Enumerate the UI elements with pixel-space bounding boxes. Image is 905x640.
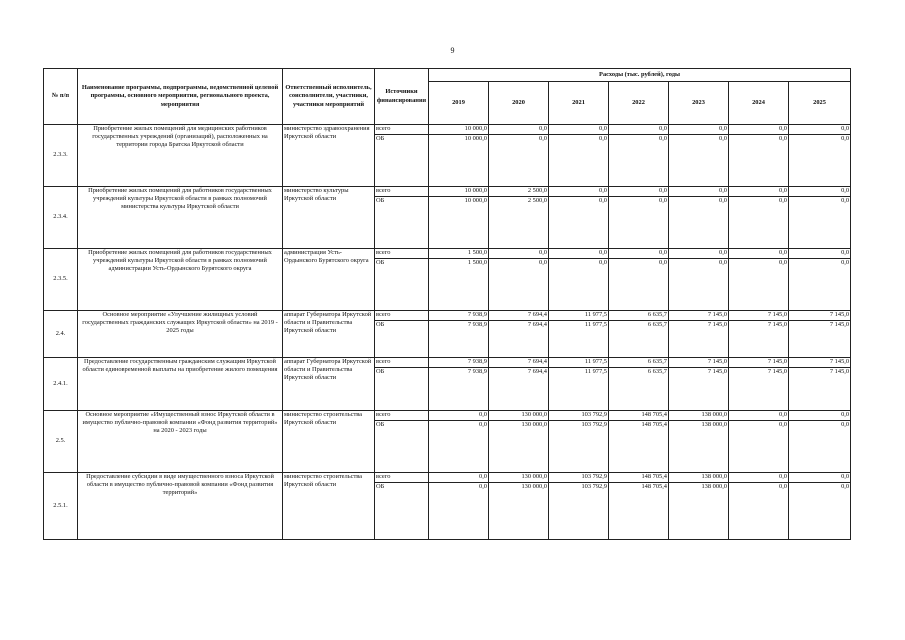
row-name: Основное мероприятие «Улучшение жилищных условий государственных гражданских служащих Иркутской области» на 2019 - 2025 годы: [78, 311, 283, 358]
value-ob-2022: 0,0: [609, 259, 669, 311]
source-ob: ОБ: [375, 483, 429, 540]
value-ob-2025: 0,0: [789, 259, 851, 311]
row-responsible: администрация Усть-Ордынского Бурятского округа: [283, 249, 375, 311]
value-ob-2021: 0,0: [549, 259, 609, 311]
value-ob-2019: 10 000,0: [429, 135, 489, 187]
row-number: 2.4.1.: [44, 358, 78, 411]
value-ob-2022: 6 635,7: [609, 321, 669, 358]
source-total: всего: [375, 311, 429, 321]
value-ob-2020: 0,0: [489, 259, 549, 311]
row-name: Предоставление субсидии в виде имущественного взноса Иркутской области в имущество публично-правовой компании «Фонд развития территорий»: [78, 473, 283, 540]
value-total-2022: 6 635,7: [609, 311, 669, 321]
source-ob: ОБ: [375, 135, 429, 187]
row-name: Приобретение жилых помещений для работников государственных учреждений культуры Иркутской области в рамках полномочий министерства культуры Иркутской области: [78, 187, 283, 249]
table-row: [44, 473, 851, 483]
table-row: [44, 358, 851, 368]
value-total-2023: 0,0: [669, 187, 729, 197]
table-row: [44, 411, 851, 421]
value-total-2019: 7 938,9: [429, 358, 489, 368]
value-ob-2022: 6 635,7: [609, 368, 669, 411]
expenses-table: [43, 68, 851, 540]
row-number: 2.5.: [44, 411, 78, 473]
value-ob-2020: 130 000,0: [489, 483, 549, 540]
row-name: Предоставление государственным гражданским служащим Иркутской области единовременной выплаты на приобретение жилого помещения: [78, 358, 283, 411]
table-row: [44, 125, 851, 135]
value-ob-2022: 148 705,4: [609, 483, 669, 540]
table-row: [44, 311, 851, 321]
value-ob-2025: 0,0: [789, 197, 851, 249]
header-year-2023: 2023: [669, 82, 729, 125]
value-ob-2025: 7 145,0: [789, 368, 851, 411]
source-total: всего: [375, 473, 429, 483]
source-ob: ОБ: [375, 421, 429, 473]
value-total-2025: 7 145,0: [789, 311, 851, 321]
value-total-2021: 0,0: [549, 125, 609, 135]
header-year-2022: 2022: [609, 82, 669, 125]
value-ob-2019: 0,0: [429, 421, 489, 473]
header-year-2025: 2025: [789, 82, 851, 125]
row-responsible: аппарат Губернатора Иркутской области и Правительства Иркутской области: [283, 311, 375, 358]
value-total-2025: 7 145,0: [789, 358, 851, 368]
row-responsible: министерство строительства Иркутской области: [283, 473, 375, 540]
value-total-2022: 0,0: [609, 249, 669, 259]
value-ob-2025: 0,0: [789, 421, 851, 473]
source-total: всего: [375, 358, 429, 368]
header-responsible: Ответственный исполнитель, соисполнители, участники, участники мероприятий: [283, 69, 375, 125]
value-total-2025: 0,0: [789, 411, 851, 421]
value-total-2023: 138 000,0: [669, 411, 729, 421]
value-ob-2024: 7 145,0: [729, 321, 789, 358]
row-number: 2.3.3.: [44, 125, 78, 187]
value-ob-2022: 148 705,4: [609, 421, 669, 473]
value-total-2020: 0,0: [489, 125, 549, 135]
value-ob-2022: 0,0: [609, 135, 669, 187]
value-ob-2024: 0,0: [729, 259, 789, 311]
value-ob-2024: 0,0: [729, 197, 789, 249]
value-total-2019: 10 000,0: [429, 125, 489, 135]
value-ob-2021: 103 792,9: [549, 483, 609, 540]
value-ob-2023: 0,0: [669, 197, 729, 249]
value-total-2019: 0,0: [429, 411, 489, 421]
row-name: Основное мероприятие «Имущественный взнос Иркутской области в имущество публично-правовой компании «Фонд развития территорий» на 2020 - 2023 годы: [78, 411, 283, 473]
header-year-2019: 2019: [429, 82, 489, 125]
value-total-2020: 130 000,0: [489, 411, 549, 421]
header-no: № п/п: [44, 69, 78, 125]
value-total-2024: 7 145,0: [729, 311, 789, 321]
row-number: 2.3.4.: [44, 187, 78, 249]
value-ob-2019: 7 938,9: [429, 321, 489, 358]
row-responsible: министерство строительства Иркутской области: [283, 411, 375, 473]
value-ob-2019: 7 938,9: [429, 368, 489, 411]
value-total-2021: 0,0: [549, 249, 609, 259]
value-total-2023: 7 145,0: [669, 311, 729, 321]
value-total-2019: 7 938,9: [429, 311, 489, 321]
value-total-2025: 0,0: [789, 249, 851, 259]
value-total-2023: 7 145,0: [669, 358, 729, 368]
value-total-2023: 0,0: [669, 125, 729, 135]
value-ob-2021: 103 792,9: [549, 421, 609, 473]
value-total-2019: 10 000,0: [429, 187, 489, 197]
value-ob-2024: 0,0: [729, 135, 789, 187]
value-total-2021: 0,0: [549, 187, 609, 197]
value-total-2022: 0,0: [609, 125, 669, 135]
value-total-2025: 0,0: [789, 125, 851, 135]
value-total-2025: 0,0: [789, 473, 851, 483]
value-ob-2023: 0,0: [669, 259, 729, 311]
source-total: всего: [375, 411, 429, 421]
value-ob-2020: 7 694,4: [489, 368, 549, 411]
value-total-2025: 0,0: [789, 187, 851, 197]
value-total-2020: 0,0: [489, 249, 549, 259]
row-responsible: министерство здравоохранения Иркутской области: [283, 125, 375, 187]
value-total-2022: 148 705,4: [609, 473, 669, 483]
header-name: Наименование программы, подпрограммы, ведомственной целевой программы, основного мероприятия, регионального проекта, мероприятия: [78, 69, 283, 125]
row-name: Приобретение жилых помещений для медицинских работников государственных учреждений (организаций), расположенных на территории города Братска Иркутской области: [78, 125, 283, 187]
value-ob-2021: 0,0: [549, 197, 609, 249]
row-responsible: аппарат Губернатора Иркутской области и Правительства Иркутской области: [283, 358, 375, 411]
value-total-2024: 0,0: [729, 249, 789, 259]
value-ob-2020: 0,0: [489, 135, 549, 187]
source-ob: ОБ: [375, 321, 429, 358]
value-ob-2020: 7 694,4: [489, 321, 549, 358]
value-total-2024: 0,0: [729, 411, 789, 421]
value-total-2020: 130 000,0: [489, 473, 549, 483]
source-ob: ОБ: [375, 259, 429, 311]
value-total-2021: 103 792,9: [549, 411, 609, 421]
value-total-2020: 2 500,0: [489, 187, 549, 197]
value-ob-2022: 0,0: [609, 197, 669, 249]
value-ob-2023: 138 000,0: [669, 421, 729, 473]
value-total-2021: 11 977,5: [549, 311, 609, 321]
value-ob-2025: 7 145,0: [789, 321, 851, 358]
value-ob-2019: 1 500,0: [429, 259, 489, 311]
value-total-2020: 7 694,4: [489, 311, 549, 321]
value-total-2019: 1 500,0: [429, 249, 489, 259]
value-ob-2024: 0,0: [729, 483, 789, 540]
value-total-2022: 148 705,4: [609, 411, 669, 421]
value-total-2024: 7 145,0: [729, 358, 789, 368]
value-total-2024: 0,0: [729, 187, 789, 197]
header-year-2021: 2021: [549, 82, 609, 125]
page-number: 9: [450, 46, 455, 55]
value-total-2019: 0,0: [429, 473, 489, 483]
value-ob-2021: 11 977,5: [549, 368, 609, 411]
value-ob-2025: 0,0: [789, 135, 851, 187]
value-ob-2023: 7 145,0: [669, 368, 729, 411]
source-ob: ОБ: [375, 368, 429, 411]
value-total-2020: 7 694,4: [489, 358, 549, 368]
value-ob-2019: 0,0: [429, 483, 489, 540]
source-total: всего: [375, 249, 429, 259]
table-row: [44, 249, 851, 259]
value-total-2024: 0,0: [729, 125, 789, 135]
value-ob-2021: 11 977,5: [549, 321, 609, 358]
value-ob-2024: 7 145,0: [729, 368, 789, 411]
value-ob-2020: 130 000,0: [489, 421, 549, 473]
header-expenses: Расходы (тыс. рублей), годы: [429, 69, 851, 82]
header-source: Источники финансирования: [375, 69, 429, 125]
value-total-2022: 6 635,7: [609, 358, 669, 368]
row-number: 2.3.5.: [44, 249, 78, 311]
value-ob-2025: 0,0: [789, 483, 851, 540]
table-row: [44, 187, 851, 197]
value-total-2022: 0,0: [609, 187, 669, 197]
value-ob-2020: 2 500,0: [489, 197, 549, 249]
value-ob-2024: 0,0: [729, 421, 789, 473]
header-year-2020: 2020: [489, 82, 549, 125]
value-ob-2023: 7 145,0: [669, 321, 729, 358]
row-responsible: министерство культуры Иркутской области: [283, 187, 375, 249]
value-total-2024: 0,0: [729, 473, 789, 483]
row-name: Приобретение жилых помещений для работников государственных учреждений культуры Иркутской области в рамках полномочий администрации Усть-Ордынского Бурятского округа: [78, 249, 283, 311]
row-number: 2.4.: [44, 311, 78, 358]
value-total-2023: 0,0: [669, 249, 729, 259]
value-ob-2023: 0,0: [669, 135, 729, 187]
value-ob-2021: 0,0: [549, 135, 609, 187]
value-total-2021: 103 792,9: [549, 473, 609, 483]
row-number: 2.5.1.: [44, 473, 78, 540]
source-ob: ОБ: [375, 197, 429, 249]
source-total: всего: [375, 187, 429, 197]
value-ob-2023: 138 000,0: [669, 483, 729, 540]
value-total-2023: 138 000,0: [669, 473, 729, 483]
value-total-2021: 11 977,5: [549, 358, 609, 368]
source-total: всего: [375, 125, 429, 135]
value-ob-2019: 10 000,0: [429, 197, 489, 249]
header-year-2024: 2024: [729, 82, 789, 125]
